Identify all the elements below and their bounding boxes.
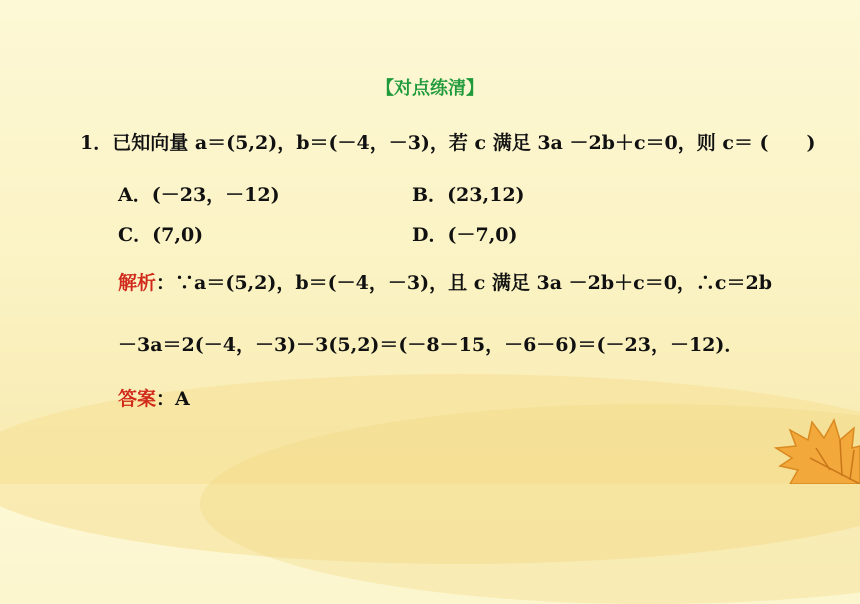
option-c-text: (7,0) [152,224,204,246]
analysis-colon: ： [156,272,176,294]
analysis-line-2 [118,330,743,357]
option-d-label: D． [412,224,448,246]
answer-colon: ： [156,388,176,410]
analysis-text-1: ∵a＝(5,2)，b＝(－4，－3)，且 c 满足 3a －2b＋c＝0，∴c＝2b [175,272,773,294]
option-a-text: (－23，－12) [151,184,280,206]
option-c-label: C． [118,224,153,246]
answer-label: 答案 [118,388,157,410]
question-line [80,128,816,155]
analysis-label: 解析 [118,272,157,294]
option-b [412,180,525,207]
option-c [118,220,203,247]
answer-line [118,384,190,411]
option-a-label: A． [118,184,152,206]
option-b-label: B． [412,184,448,206]
section-title: 【对点练清】 [376,78,484,99]
maple-leaf-icon [750,400,860,484]
analysis-line-1 [118,268,772,295]
option-b-text: (23,12) [447,184,525,206]
answer-value: A [175,388,190,410]
question-text: 已知向量 a＝(5,2)，b＝(－4，－3)，若 c 满足 3a －2b＋c＝0，则 c＝ ( ) [112,132,816,154]
option-d-text: (－7,0) [447,224,518,246]
analysis-text-2: －3a＝2(－4，－3)－3(5,2)＝(－8－15，－6－6)＝(－23，－12)． [118,334,744,356]
option-d [412,220,518,247]
option-a [118,180,280,207]
question-number: 1． [80,132,113,154]
